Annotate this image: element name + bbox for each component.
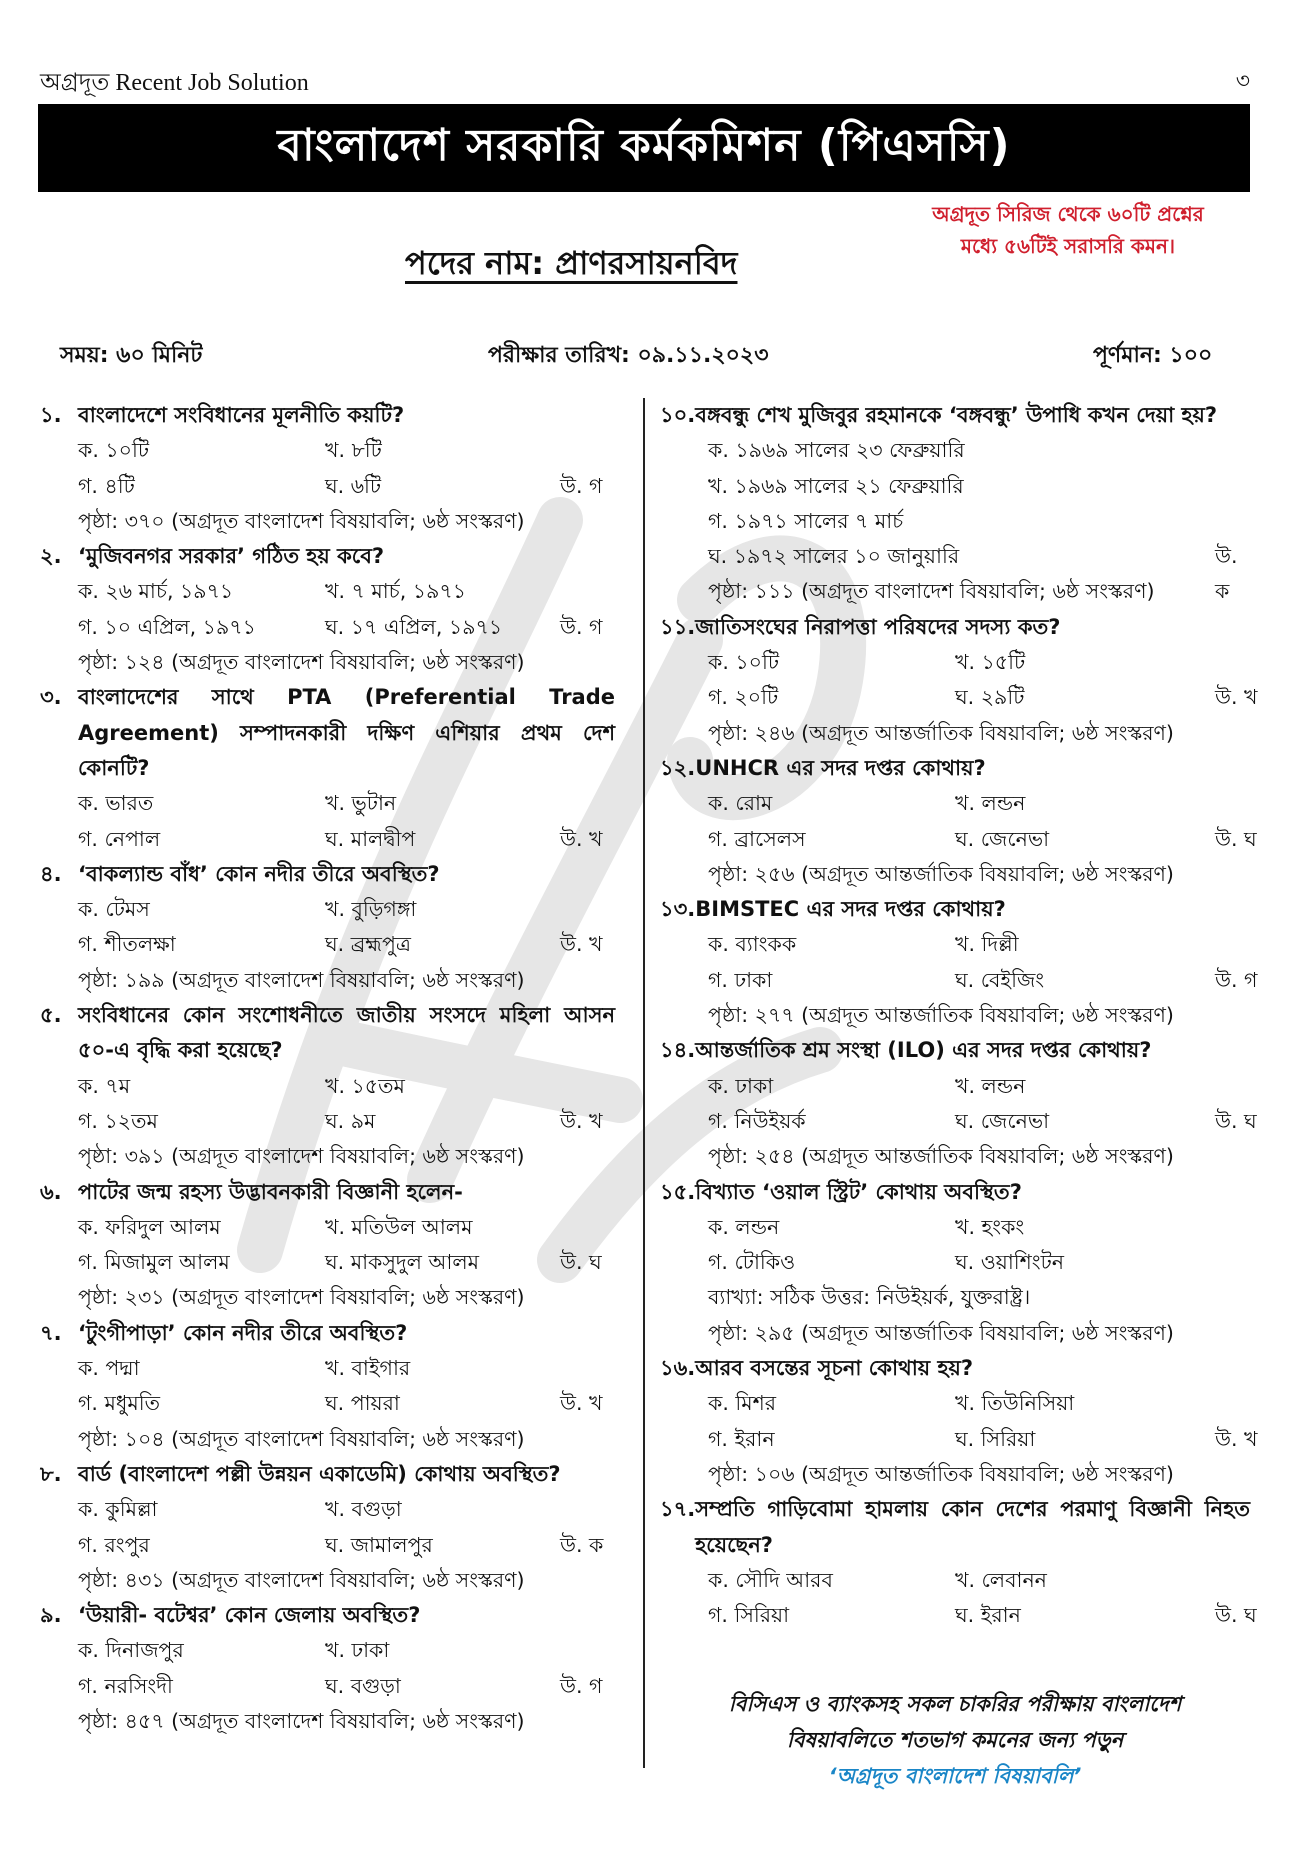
source-reference: পৃষ্ঠা: ৩৭০ (অগ্রদূত বাংলাদেশ বিষয়াবলি; ৬ষ্ঠ সংস্করণ) [78, 508, 525, 533]
option-d: ঘ. জেনেভা [955, 826, 1050, 851]
source-reference: পৃষ্ঠা: ১০৬ (অগ্রদূত আন্তর্জাতিক বিষয়াবলি; ৬ষ্ঠ সংস্করণ) [708, 1461, 1174, 1486]
question-block [40, 1598, 615, 1739]
post-title: পদের নাম: প্রাণরসায়নবিদ [405, 244, 738, 282]
question-text: সংবিধানের কোন সংশোধনীতে জাতীয় সংসদে মহিলা আসন ৫০-এ বৃদ্ধি করা হয়েছে? [78, 1003, 615, 1063]
question-text: বাংলাদেশের সাথে PTA (Preferential Trade Agreement) সম্পাদনকারী দক্ষিণ এশিয়ার প্রথম দেশ কোনটি? [78, 685, 615, 780]
option-row [40, 1245, 615, 1280]
option-row [40, 1104, 615, 1139]
answer-label: উ. ক [560, 1532, 604, 1557]
option-row [40, 1528, 615, 1563]
option-b: খ. ভুটান [325, 791, 397, 816]
answer-label: উ. ক [1215, 544, 1238, 604]
question-number: ৩. [40, 685, 62, 710]
option-row [40, 610, 615, 645]
source-reference: পৃষ্ঠা: ৪৫৭ (অগ্রদূত বাংলাদেশ বিষয়াবলি; ৬ষ্ঠ সংস্করণ) [78, 1708, 525, 1733]
question-text: ‘উয়ারী- বটেশ্বর’ কোন জেলায় অবস্থিত? [78, 1603, 421, 1628]
option-row [40, 1351, 615, 1386]
question-stem [40, 1175, 615, 1210]
option-row [660, 433, 1250, 468]
option-row [40, 927, 615, 962]
option-row [660, 1210, 1250, 1245]
question-block [40, 857, 615, 998]
option-a: ক. লন্ডন [708, 1214, 780, 1239]
option-b: খ. দিল্লী [955, 932, 1019, 957]
option-d: ঘ. সিরিয়া [955, 1426, 1036, 1451]
question-number: ২. [40, 544, 62, 569]
question-number: ১২. [660, 755, 696, 780]
question-stem [40, 539, 615, 574]
question-stem [660, 398, 1250, 433]
answer-label: উ. ঘ [1215, 826, 1257, 851]
option-d: ঘ. পায়রা [325, 1391, 400, 1416]
question-number: ১১. [660, 614, 696, 639]
question-number: ১. [40, 403, 62, 427]
option-a: ক. ব্যাংকক [708, 932, 797, 957]
question-stem [40, 1457, 615, 1492]
option-a: ক. ৭ম [78, 1073, 131, 1098]
option-c: গ. নিউইয়র্ক [708, 1108, 806, 1133]
question-stem [40, 1598, 615, 1633]
question-stem [40, 857, 615, 892]
option-c: গ. নরসিংদী [78, 1673, 173, 1698]
option-a: ক. ২৬ মার্চ, ১৯৭১ [78, 579, 234, 604]
left-column [40, 398, 615, 1739]
full-marks: পূর্ণমান: ১০০ [1093, 343, 1213, 368]
column-divider [643, 398, 645, 1768]
option-c: গ. ৪টি [78, 473, 135, 498]
running-header [40, 64, 1250, 94]
answer-label: উ. খ [560, 932, 603, 957]
source-reference: পৃষ্ঠা: ২৫৬ (অগ্রদূত আন্তর্জাতিক বিষয়াবলি; ৬ষ্ঠ সংস্করণ) [708, 861, 1174, 886]
question-stem [40, 1316, 615, 1351]
question-number: ১৪. [660, 1038, 696, 1063]
question-number: ১৫. [660, 1179, 696, 1204]
footer-book-title: ‘অগ্রদূত বাংলাদেশ বিষয়াবলি’ [828, 1764, 1082, 1788]
option-c: গ. মধুমতি [78, 1391, 160, 1416]
option-row [660, 963, 1258, 998]
option-d: ঘ. ওয়াশিংটন [955, 1250, 1065, 1275]
option-a: ক. ভারত [78, 791, 154, 816]
option-b: খ. ১৫তম [325, 1073, 405, 1098]
answer-label: উ. খ [560, 1108, 603, 1133]
option-a: ক. ফরিদুল আলম [78, 1214, 221, 1239]
option-row [40, 433, 615, 468]
option-row [40, 1069, 615, 1104]
answer-label: উ. গ [1215, 967, 1258, 992]
question-text: ‘টুংগীপাড়া’ কোন নদীর তীরে অবস্থিত? [78, 1320, 408, 1345]
source-reference: পৃষ্ঠা: ১৯৯ (অগ্রদূত বাংলাদেশ বিষয়াবলি; ৬ষ্ঠ সংস্করণ) [78, 967, 525, 992]
option-row [660, 1422, 1258, 1457]
option-a: ক. পদ্মা [78, 1356, 140, 1381]
option-b: খ. ৮টি [325, 438, 382, 463]
question-stem [660, 1033, 1250, 1068]
answer-label: উ. গ [560, 473, 603, 498]
footer-promo [660, 1686, 1250, 1794]
option-a: ক. রোম [708, 791, 773, 816]
footer-line-1: বিসিএস ও ব্যাংকসহ সকল চাকরির পরীক্ষায় বাংলাদেশ [728, 1692, 1182, 1716]
question-text: বার্ড (বাংলাদেশ পল্লী উন্নয়ন একাডেমি) কোথায় অবস্থিত? [78, 1461, 561, 1486]
question-stem [660, 1175, 1250, 1210]
question-text: বঙ্গবন্ধু শেখ মুজিবুর রহমানকে ‘বঙ্গবন্ধু’ উপাধি কখন দেয়া হয়? [695, 403, 1218, 427]
explanation: ব্যাখ্যা: সঠিক উত্তর: নিউইয়র্ক, যুক্তরাষ্ট্র। [708, 1285, 1031, 1310]
option-b: খ. ১৫টি [955, 650, 1026, 675]
option-d: ঘ. ২৯টি [955, 685, 1025, 710]
option-row [660, 927, 1250, 962]
question-number: ১০. [660, 403, 696, 427]
option-b: খ. ১৯৬৯ সালের ২১ ফেব্রুয়ারি [708, 473, 964, 498]
question-number: ৯. [40, 1603, 62, 1628]
answer-label: উ. খ [1215, 685, 1258, 710]
answer-label: উ. গ [560, 614, 603, 639]
option-b: খ. তিউনিসিয়া [955, 1391, 1075, 1416]
question-block [660, 1492, 1257, 1633]
question-text: সম্প্রতি গাড়িবোমা হামলায় কোন দেশের পরমাণু বিজ্ঞানী নিহত হয়েছেন? [695, 1497, 1250, 1557]
option-row [660, 1104, 1257, 1139]
answer-label: উ. খ [560, 826, 603, 851]
question-text: ‘মুজিবনগর সরকার’ গঠিত হয় কবে? [78, 544, 385, 569]
option-row [40, 1669, 615, 1704]
question-block [660, 1033, 1257, 1174]
question-block [40, 539, 615, 680]
exam-date: পরীক্ষার তারিখ: ০৯.১১.২০২৩ [488, 343, 769, 368]
option-a: ক. ১০টি [78, 438, 150, 463]
source-reference: পৃষ্ঠা: ৩৯১ (অগ্রদূত বাংলাদেশ বিষয়াবলি; ৬ষ্ঠ সংস্করণ) [78, 1144, 525, 1169]
question-block [40, 398, 615, 539]
question-block [660, 751, 1257, 892]
option-d: ঘ. জেনেভা [955, 1108, 1050, 1133]
option-b: খ. মতিউল আলম [325, 1214, 473, 1239]
option-d: ঘ. বগুড়া [325, 1673, 401, 1698]
question-number: ৬. [40, 1179, 62, 1204]
answer-label: উ. ঘ [1215, 1603, 1257, 1628]
question-text: জাতিসংঘের নিরাপত্তা পরিষদের সদস্য কত? [695, 614, 1061, 639]
question-block [660, 1351, 1258, 1492]
question-stem [40, 998, 615, 1069]
option-d: ঘ. ৬টি [325, 473, 382, 498]
question-stem [40, 398, 615, 433]
question-number: ৭. [40, 1320, 62, 1345]
question-block [40, 680, 615, 856]
answer-label: উ. গ [560, 1673, 603, 1698]
promo-line-1: অগ্রদূত সিরিজ থেকে ৬০টি প্রশ্নের [932, 202, 1204, 226]
source-reference: পৃষ্ঠা: ২৭৭ (অগ্রদূত আন্তর্জাতিক বিষয়াবলি; ৬ষ্ঠ সংস্করণ) [708, 1003, 1174, 1028]
exam-time: সময়: ৬০ মিনিট [60, 343, 203, 368]
option-b: খ. লন্ডন [955, 791, 1026, 816]
option-a: ক. কুমিল্লা [78, 1497, 158, 1522]
option-row [40, 892, 615, 927]
option-d: ঘ. ১৭ এপ্রিল, ১৯৭১ [325, 614, 503, 639]
option-d: ঘ. মাকসুদুল আলম [325, 1250, 480, 1275]
option-c: গ. শীতলক্ষা [78, 932, 176, 957]
option-a: ক. ১৯৬৯ সালের ২৩ ফেব্রুয়ারি [708, 438, 965, 463]
option-row [40, 1386, 615, 1421]
option-row [660, 786, 1250, 821]
question-number: ১৭. [660, 1497, 696, 1522]
source-reference: পৃষ্ঠা: ১১১ (অগ্রদূত বাংলাদেশ বিষয়াবলি; ৬ষ্ঠ সংস্করণ) [708, 579, 1155, 604]
option-d: ঘ. মালদ্বীপ [325, 826, 416, 851]
option-d: ঘ. ইরান [955, 1603, 1021, 1628]
option-row [660, 504, 1250, 539]
option-row [40, 574, 615, 609]
option-row [660, 1598, 1257, 1633]
question-stem [660, 892, 1250, 927]
source-reference: পৃষ্ঠা: ২৫৪ (অগ্রদূত আন্তর্জাতিক বিষয়াবলি; ৬ষ্ঠ সংস্করণ) [708, 1144, 1174, 1169]
page-number: ৩ [1235, 69, 1250, 94]
option-c: গ. ব্রাসেলস [708, 826, 806, 851]
question-text: আন্তর্জাতিক শ্রম সংস্থা (ILO) এর সদর দপ্তর কোথায়? [695, 1038, 1152, 1063]
question-text: UNHCR এর সদর দপ্তর কোথায়? [695, 755, 986, 780]
option-a: ক. মিশর [708, 1391, 777, 1416]
question-text: পাটের জন্ম রহস্য উদ্ভাবনকারী বিজ্ঞানী হলেন- [78, 1179, 463, 1204]
question-text: BIMSTEC এর সদর দপ্তর কোথায়? [695, 897, 1006, 922]
source-reference: পৃষ্ঠা: ২৯৫ (অগ্রদূত আন্তর্জাতিক বিষয়াবলি; ৬ষ্ঠ সংস্করণ) [708, 1320, 1174, 1345]
question-number: ১৬. [660, 1356, 696, 1381]
promo-note [898, 198, 1238, 262]
option-a: ক. ঢাকা [708, 1073, 774, 1098]
footer-line-2: বিষয়াবলিতে শতভাগ কমনের জন্য পড়ুন [786, 1728, 1124, 1752]
right-column [660, 398, 1258, 1633]
option-d: ঘ. ব্রহ্মপুত্র [325, 932, 411, 957]
option-c: গ. ১২তম [78, 1108, 158, 1133]
question-block [660, 610, 1258, 751]
answer-label: উ. ঘ [560, 1250, 602, 1275]
option-c: গ. টোকিও [708, 1250, 796, 1275]
option-d: ঘ. বেইজিং [955, 967, 1045, 992]
option-row [40, 1633, 615, 1668]
option-d: ঘ. জামালপুর [325, 1532, 433, 1557]
option-row [660, 1386, 1250, 1421]
question-block [660, 398, 1250, 610]
option-row [40, 822, 615, 857]
option-row [40, 1492, 615, 1527]
question-number: ৪. [40, 861, 62, 886]
question-number: ৫. [40, 1003, 62, 1028]
option-row [660, 469, 1250, 504]
promo-line-2: মধ্যে ৫৬টিই সরাসরি কমন। [960, 234, 1176, 258]
question-number: ৮. [40, 1461, 62, 1486]
source-reference: পৃষ্ঠা: ২৩১ (অগ্রদূত বাংলাদেশ বিষয়াবলি; ৬ষ্ঠ সংস্করণ) [78, 1285, 525, 1310]
option-row [40, 786, 615, 821]
option-c: গ. সিরিয়া [708, 1603, 790, 1628]
question-stem [660, 1351, 1250, 1386]
option-row [660, 1069, 1250, 1104]
option-d: ঘ. ১৯৭২ সালের ১০ জানুয়ারি [708, 544, 960, 569]
option-row [40, 469, 615, 504]
brand-name: অগ্রদূত Recent Job Solution [40, 70, 309, 96]
option-b: খ. লন্ডন [955, 1073, 1026, 1098]
option-row [660, 645, 1250, 680]
question-block [40, 1175, 615, 1316]
question-text: ‘বাকল্যান্ড বাঁধ’ কোন নদীর তীরে অবস্থিত? [78, 861, 440, 886]
option-a: ক. দিনাজপুর [78, 1638, 184, 1663]
option-b: খ. লেবানন [955, 1567, 1047, 1592]
answer-label: উ. খ [560, 1391, 603, 1416]
option-a: ক. সৌদি আরব [708, 1567, 833, 1592]
answer-label: উ. খ [1215, 1426, 1258, 1451]
option-c: গ. ২০টি [708, 685, 779, 710]
title-banner: বাংলাদেশ সরকারি কর্মকমিশন (পিএসসি) [38, 104, 1250, 192]
option-c: গ. ঢাকা [708, 967, 773, 992]
answer-label: উ. ঘ [1215, 1108, 1257, 1133]
option-c: গ. মিজামুল আলম [78, 1250, 230, 1275]
option-b: খ. ঢাকা [325, 1638, 390, 1663]
source-reference: পৃষ্ঠা: ১০৪ (অগ্রদূত বাংলাদেশ বিষয়াবলি; ৬ষ্ঠ সংস্করণ) [78, 1426, 525, 1451]
option-c: গ. রংপুর [78, 1532, 150, 1557]
option-b: খ. হংকং [955, 1214, 1025, 1239]
option-b: খ. বগুড়া [325, 1497, 402, 1522]
question-block [40, 998, 615, 1174]
question-stem [660, 751, 1250, 786]
option-d: ঘ. ৯ম [325, 1108, 376, 1133]
option-b: খ. ৭ মার্চ, ১৯৭১ [325, 579, 467, 604]
option-row [660, 1245, 1250, 1280]
question-stem [40, 680, 615, 786]
option-b: খ. বাইগার [325, 1356, 411, 1381]
question-text: বিখ্যাত ‘ওয়াল স্ট্রিট’ কোথায় অবস্থিত? [695, 1179, 1022, 1204]
question-number: ১৩. [660, 897, 696, 922]
option-c: গ. নেপাল [78, 826, 161, 851]
source-reference: পৃষ্ঠা: ৪৩১ (অগ্রদূত বাংলাদেশ বিষয়াবলি; ৬ষ্ঠ সংস্করণ) [78, 1567, 525, 1592]
option-c: গ. ১০ এপ্রিল, ১৯৭১ [78, 614, 256, 639]
question-stem [660, 610, 1250, 645]
question-text: আরব বসন্তের সূচনা কোথায় হয়? [695, 1356, 974, 1381]
option-c: গ. ১৯৭১ সালের ৭ মার্চ [708, 508, 904, 533]
option-a: ক. ১০টি [708, 650, 780, 675]
option-row [660, 680, 1258, 715]
source-reference: পৃষ্ঠা: ২৪৬ (অগ্রদূত আন্তর্জাতিক বিষয়াবলি; ৬ষ্ঠ সংস্করণ) [708, 720, 1174, 745]
option-row [660, 822, 1257, 857]
option-row [660, 1563, 1250, 1598]
option-c: গ. ইরান [708, 1426, 775, 1451]
source-reference: পৃষ্ঠা: ১২৪ (অগ্রদূত বাংলাদেশ বিষয়াবলি; ৬ষ্ঠ সংস্করণ) [78, 650, 525, 675]
question-block [660, 1175, 1250, 1351]
option-row [40, 1210, 615, 1245]
question-block [660, 892, 1258, 1033]
question-stem [660, 1492, 1250, 1563]
option-b: খ. বুড়িগঙ্গা [325, 897, 417, 922]
question-block [40, 1457, 615, 1598]
question-text: বাংলাদেশে সংবিধানের মূলনীতি কয়টি? [78, 403, 405, 427]
option-a: ক. টেমস [78, 897, 150, 922]
question-block [40, 1316, 615, 1457]
